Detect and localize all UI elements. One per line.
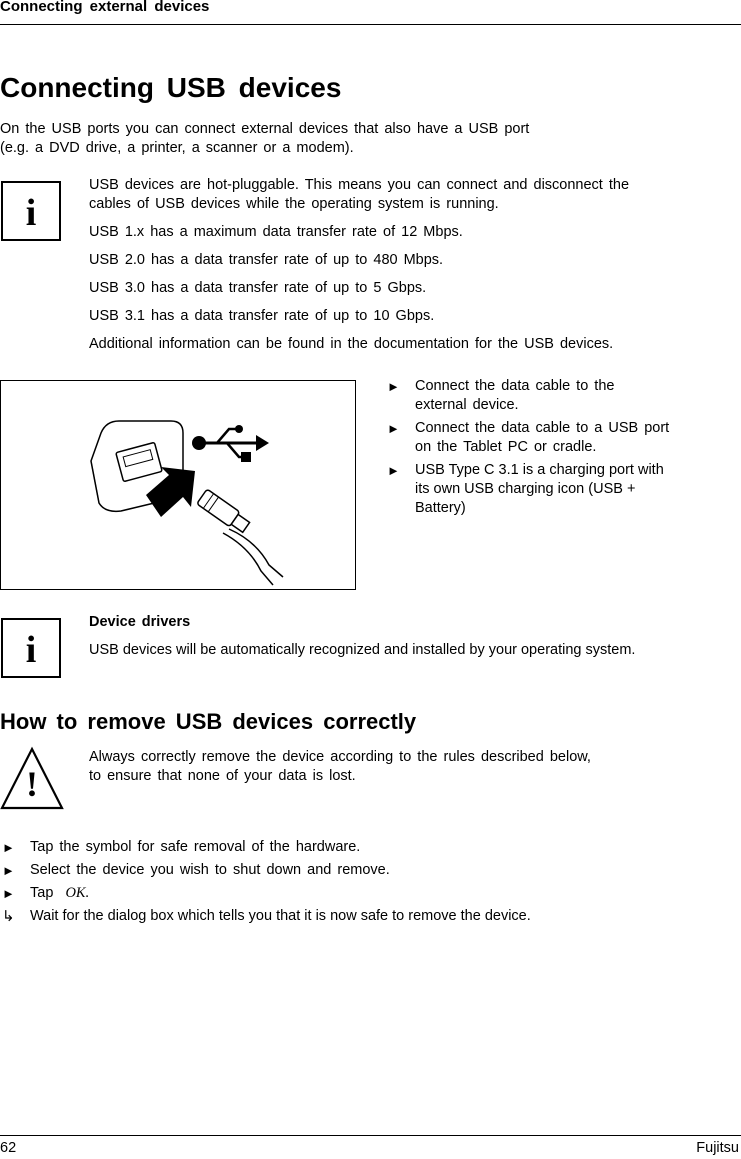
usb-plug-illustration (1, 381, 355, 589)
warning-icon (0, 746, 64, 812)
remove-result (2, 907, 722, 927)
remove-step-2 (2, 861, 702, 881)
info-line-1: USB devices are hot-pluggable. This means you can connect and disconnect the (89, 177, 630, 193)
running-header: Connecting external devices (0, 0, 210, 15)
step-line: its own USB charging icon (USB + (415, 481, 636, 497)
usb-icon (192, 425, 269, 462)
remove-step-3-prefix: Tap (30, 885, 54, 901)
info-icon (1, 618, 61, 678)
info-line-2: cables of USB devices while the operating system is running. (89, 196, 499, 212)
remove-result-text: Wait for the dialog box which tells you that it is now safe to remove the device. (30, 908, 531, 924)
footer-rule (0, 1135, 741, 1136)
step-line: external device. (415, 397, 519, 413)
step-usb-type-c (387, 461, 717, 481)
info-line-6: USB 3.1 has a data transfer rate of up to 10 Gbps. (89, 308, 435, 324)
bullet-arrow-icon: ► (387, 379, 400, 394)
remove-step-3 (2, 884, 702, 904)
bullet-arrow-icon: ► (2, 840, 15, 855)
ok-label: OK. (65, 885, 90, 901)
bullet-arrow-icon: ► (387, 463, 400, 478)
footer-brand: Fujitsu (696, 1140, 739, 1156)
step-line: Connect the data cable to the (415, 378, 615, 394)
info-line-5: USB 3.0 has a data transfer rate of up to 5 Gbps. (89, 280, 427, 296)
step-connect-device (387, 377, 717, 397)
header-rule (0, 24, 741, 25)
info-icon-glyph: i (25, 192, 37, 234)
bullet-arrow-icon: ► (2, 863, 15, 878)
info-icon-glyph: i (25, 629, 37, 671)
page-number: 62 (0, 1140, 17, 1156)
step-line: on the Tablet PC or cradle. (415, 439, 597, 455)
bullet-arrow-icon: ► (387, 421, 400, 436)
remove-step-text (30, 884, 89, 903)
usb-connection-figure (0, 380, 356, 590)
info-icon (1, 181, 61, 241)
step-connect-port (387, 419, 717, 439)
remove-step-1 (2, 838, 702, 858)
drivers-title: Device drivers (89, 614, 191, 630)
bullet-arrow-icon: ► (2, 886, 15, 901)
drivers-text: USB devices will be automatically recognized and installed by your operating system. (89, 642, 636, 658)
step-line: Battery) (415, 500, 466, 516)
step-line: USB Type C 3.1 is a charging port with (415, 462, 664, 478)
info-line-3: USB 1.x has a maximum data transfer rate of 12 Mbps. (89, 224, 463, 240)
warning-icon-glyph: ! (26, 764, 38, 804)
info-line-4: USB 2.0 has a data transfer rate of up to 480 Mbps. (89, 252, 444, 268)
remove-step-text: Select the device you wish to shut down and remove. (30, 862, 390, 878)
section-title-remove: How to remove USB devices correctly (0, 709, 417, 734)
result-arrow-icon: ↳ (2, 908, 15, 925)
intro-line-1: On the USB ports you can connect external devices that also have a USB port (0, 121, 530, 137)
remove-step-text: Tap the symbol for safe removal of the hardware. (30, 839, 361, 855)
warning-line-2: to ensure that none of your data is lost. (89, 768, 356, 784)
page-title: Connecting USB devices (0, 72, 342, 103)
info-line-7: Additional information can be found in the documentation for the USB devices. (89, 336, 614, 352)
warning-line-1: Always correctly remove the device according to the rules described below, (89, 749, 591, 765)
intro-line-2: (e.g. a DVD drive, a printer, a scanner or a modem). (0, 140, 354, 156)
step-line: Connect the data cable to a USB port (415, 420, 670, 436)
